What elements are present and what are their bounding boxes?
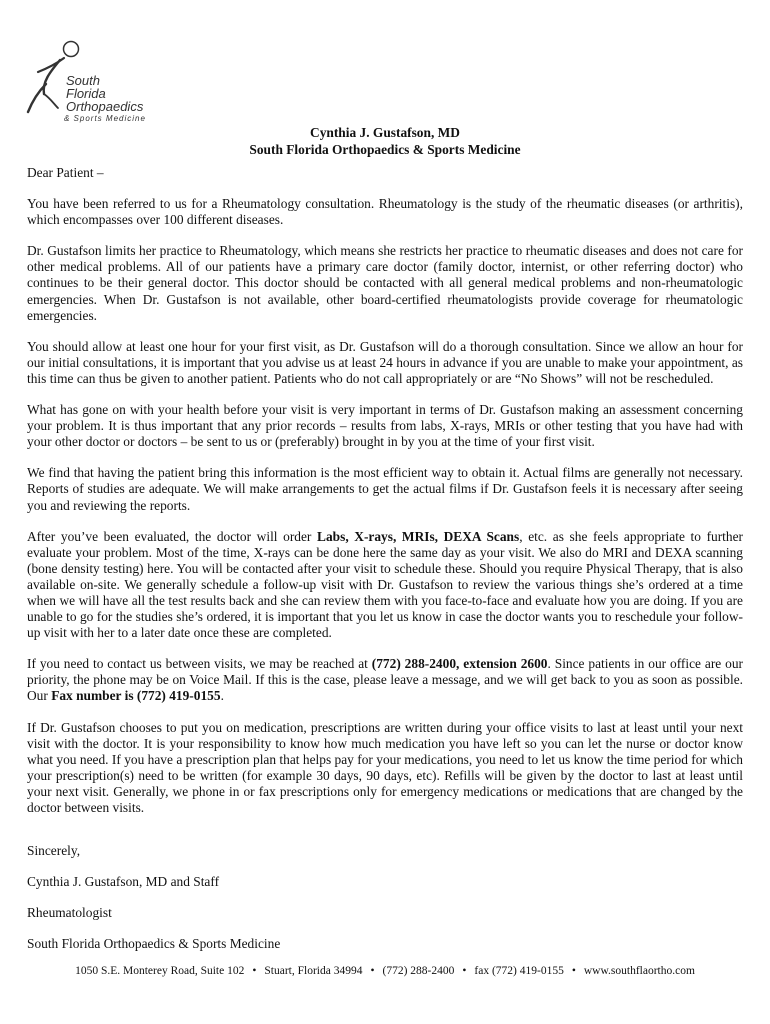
- bullet-separator: •: [252, 965, 257, 977]
- greeting: Dear Patient –: [27, 165, 104, 180]
- practice-logo: [24, 38, 154, 124]
- bullet-separator: •: [462, 965, 467, 977]
- contact-text-start: If you need to contact us between visits, we may be reached at: [27, 656, 372, 672]
- letter-header: [0, 124, 770, 158]
- footer-city: Stuart, Florida 34994: [264, 965, 363, 977]
- letter-body: [27, 165, 743, 967]
- paragraph-tests: [27, 529, 743, 642]
- office-fax: Fax number is (772) 419-0155: [51, 688, 221, 704]
- closing: Sincerely,: [27, 843, 81, 859]
- doctor-name: Cynthia J. Gustafson, MD: [310, 125, 460, 140]
- office-phone: (772) 288-2400, extension 2600: [371, 656, 548, 672]
- contact-text-end: .: [220, 688, 224, 704]
- letter-footer: [0, 965, 770, 977]
- logo-text-florida: Florida: [66, 86, 106, 101]
- tests-list: Labs, X-rays, MRIs, DEXA Scans: [317, 528, 520, 544]
- practice-name: South Florida Orthopaedics & Sports Medicine: [249, 142, 521, 157]
- paragraph-prior-records: What has gone on with your health before your visit is very important in terms of Dr. Gustafson making an assessment concerning your problem. It is thus important that any prior records – results from labs, X-rays, MRIs or other testing that you have had with your other doctor or doctors – be sent to us or (preferably) brought in by you at the time of your first visit.: [27, 402, 743, 450]
- logo-subtitle: & Sports Medicine: [64, 114, 146, 123]
- tests-text-start: After you’ve been evaluated, the doctor will order: [27, 528, 318, 544]
- signature-title: Rheumatologist: [27, 905, 112, 921]
- paragraph-medication: If Dr. Gustafson chooses to put you on medication, prescriptions are written during your office visits to last at least until your next visit with the doctor. It is your responsibility to know how much medication you have left so you can let the nurse or doctor know what you need. If you have a prescription plan that helps pay for your medications, you need to let us know the time period for which your prescription(s) need to be written (for example 30 days, 90 days, etc). Refills will be given by the doctor to last at least until your next visit. Generally, we phone in or fax prescriptions only for emergency medications or medications that are changed by the doctor between visits.: [27, 719, 743, 815]
- signature-name: Cynthia J. Gustafson, MD and Staff: [27, 874, 220, 890]
- contact-text-middle: . Since patients in our office are our priority, the phone may be on Voice Mail. If this is the case, please leave a message, and we will get back to you as soon as possible. Our: [27, 656, 743, 704]
- footer-phone: (772) 288-2400: [382, 965, 455, 977]
- bullet-separator: •: [370, 965, 375, 977]
- paragraph-contact: [27, 656, 743, 704]
- paragraph-practice-scope: Dr. Gustafson limits her practice to Rheumatology, which means she restricts her practice to rheumatic diseases and does not care for other medical problems. All of our patients have a primary care doctor (family doctor, internist, or other referring doctor) who continues to be their general doctor. This doctor should be contacted with all general medical problems and non-rheumatologic emergencies. When Dr. Gustafson is not available, other board-certified rheumatologists provide coverage for rheumatologic emergencies.: [27, 243, 743, 323]
- paragraph-first-visit: You should allow at least one hour for your first visit, as Dr. Gustafson will do a thorough consultation. Since we allow an hour for our initial consultations, it is important that you advise us at least 24 hours in advance if you are unable to make your appointment, as this time can thus be given to another patient. Patients who do not call appropriately or are “No Shows” will not be rescheduled.: [27, 338, 743, 386]
- tests-text-end: , etc. as she feels appropriate to further evaluate your problem. Most of the time, X-rays can be done here the same day as your visit. We also do MRI and DEXA scanning (bone density testing) here. You will be contacted after your visit to schedule these. Should you require Physical Therapy, that is also available on-site. We generally schedule a follow-up visit with Dr. Gustafson to review the various things she’s ordered at a time when we will have all the test results back and she can review them with you face-to-face and evaluate how you are doing. If you are unable to go for the studies she’s ordered, it is important that you let us know in case the doctor wants you to reschedule your follow-up visit with her to a later date once these are completed.: [27, 528, 744, 641]
- signature-practice: South Florida Orthopaedics & Sports Medicine: [27, 936, 281, 952]
- logo-text-south: South: [66, 73, 100, 88]
- footer-address: 1050 S.E. Monterey Road, Suite 102: [75, 965, 245, 977]
- footer-fax: fax (772) 419-0155: [474, 965, 564, 977]
- footer-website: www.southflaortho.com: [583, 965, 695, 977]
- paragraph-bring-information: We find that having the patient bring this information is the most efficient way to obtain it. Actual films are generally not necessary. Reports of studies are adequate. We will make arrangements to get the actual films if Dr. Gustafson feels it is necessary after seeing you and reviewing the reports.: [27, 465, 743, 513]
- logo-text-orthopaedics: Orthopaedics: [66, 99, 144, 114]
- paragraph-referral: You have been referred to us for a Rheumatology consultation. Rheumatology is the study of the rheumatic diseases (or arthritis), which encompasses over 100 different diseases.: [27, 196, 743, 228]
- bullet-separator: •: [571, 965, 576, 977]
